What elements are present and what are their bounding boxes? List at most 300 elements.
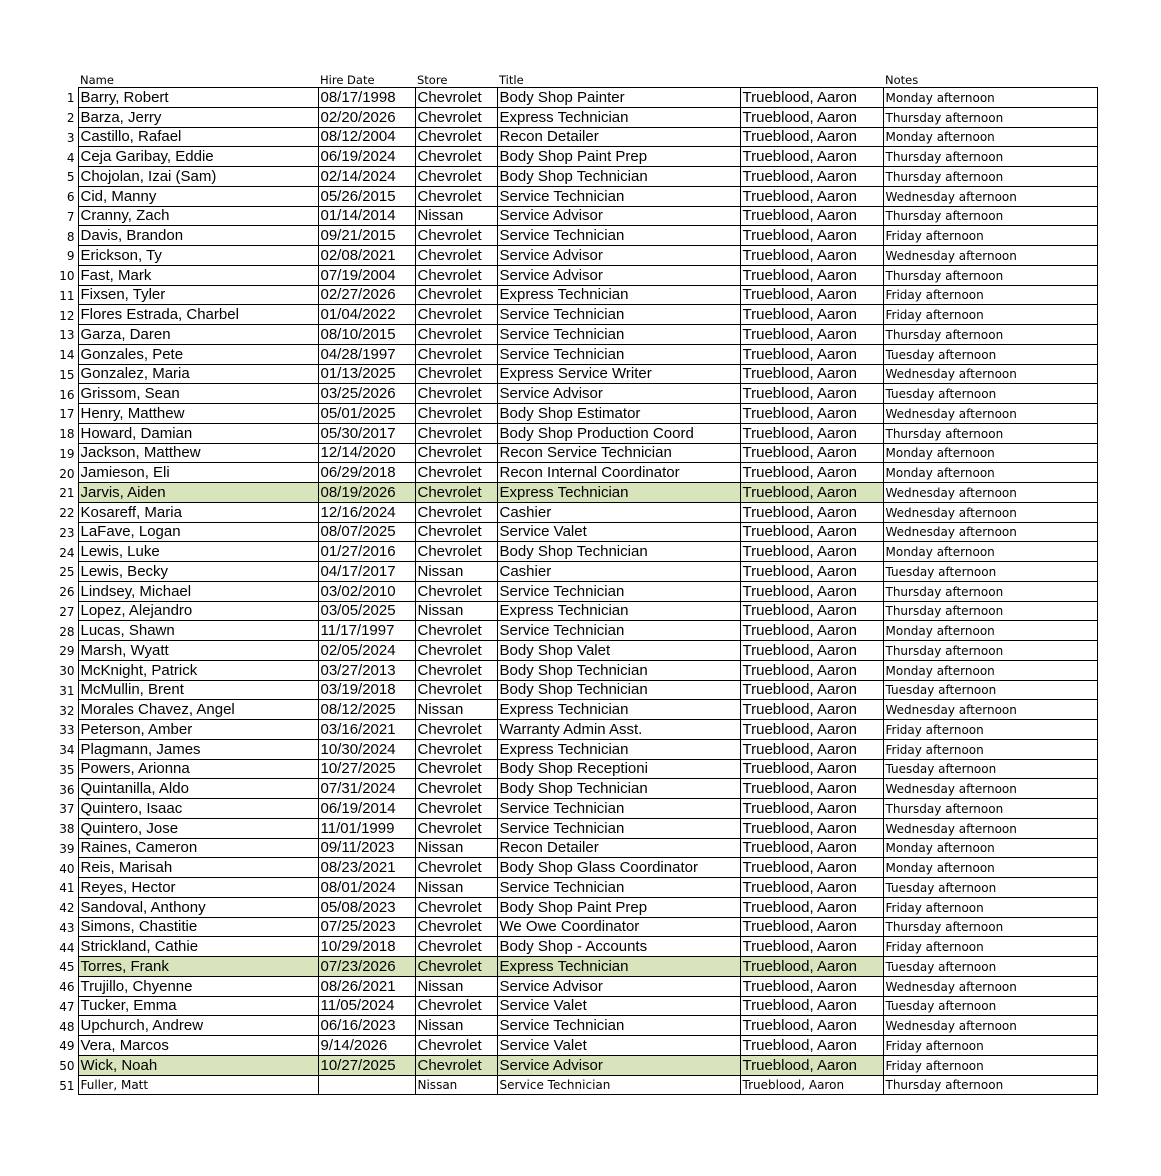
manager-cell[interactable]: Trueblood, Aaron	[740, 1016, 883, 1036]
name-cell[interactable]: Lopez, Alejandro	[78, 601, 318, 621]
hire-date-cell[interactable]: 09/21/2015	[318, 226, 415, 246]
manager-cell[interactable]: Trueblood, Aaron	[740, 226, 883, 246]
name-cell[interactable]: Plagmann, James	[78, 739, 318, 759]
hire-date-cell[interactable]: 03/19/2018	[318, 680, 415, 700]
notes-cell[interactable]: Thursday afternoon	[883, 601, 1097, 621]
title-cell[interactable]: Recon Detailer	[497, 838, 740, 858]
notes-cell[interactable]: Monday afternoon	[883, 621, 1097, 641]
notes-cell[interactable]: Wednesday afternoon	[883, 404, 1097, 424]
store-cell[interactable]: Chevrolet	[415, 542, 497, 562]
store-cell[interactable]: Chevrolet	[415, 246, 497, 266]
title-cell[interactable]: Service Advisor	[497, 265, 740, 285]
title-cell[interactable]: Express Technician	[497, 601, 740, 621]
title-cell[interactable]: Body Shop Technician	[497, 660, 740, 680]
manager-cell[interactable]: Trueblood, Aaron	[740, 344, 883, 364]
notes-cell[interactable]: Thursday afternoon	[883, 147, 1097, 167]
hire-date-cell[interactable]: 10/27/2025	[318, 1055, 415, 1075]
name-cell[interactable]: LaFave, Logan	[78, 522, 318, 542]
manager-cell[interactable]: Trueblood, Aaron	[740, 443, 883, 463]
name-cell[interactable]: Lucas, Shawn	[78, 621, 318, 641]
title-cell[interactable]: Service Technician	[497, 1075, 740, 1095]
manager-cell[interactable]: Trueblood, Aaron	[740, 601, 883, 621]
name-cell[interactable]: Gonzales, Pete	[78, 344, 318, 364]
title-cell[interactable]: Service Technician	[497, 226, 740, 246]
store-cell[interactable]: Chevrolet	[415, 660, 497, 680]
title-cell[interactable]: Warranty Admin Asst.	[497, 720, 740, 740]
name-cell[interactable]: Ceja Garibay, Eddie	[78, 147, 318, 167]
name-cell[interactable]: Reis, Marisah	[78, 858, 318, 878]
store-cell[interactable]: Nissan	[415, 700, 497, 720]
store-cell[interactable]: Chevrolet	[415, 285, 497, 305]
manager-cell[interactable]: Trueblood, Aaron	[740, 463, 883, 483]
name-cell[interactable]: Davis, Brandon	[78, 226, 318, 246]
hire-date-cell[interactable]: 03/16/2021	[318, 720, 415, 740]
store-cell[interactable]: Chevrolet	[415, 226, 497, 246]
hire-date-cell[interactable]: 06/29/2018	[318, 463, 415, 483]
hire-date-cell[interactable]: 05/08/2023	[318, 897, 415, 917]
hire-date-cell[interactable]: 07/19/2004	[318, 265, 415, 285]
notes-cell[interactable]: Friday afternoon	[883, 1036, 1097, 1056]
notes-cell[interactable]: Friday afternoon	[883, 285, 1097, 305]
name-cell[interactable]: Cranny, Zach	[78, 206, 318, 226]
hire-date-cell[interactable]: 02/20/2026	[318, 107, 415, 127]
title-cell[interactable]: Service Technician	[497, 325, 740, 345]
manager-cell[interactable]: Trueblood, Aaron	[740, 660, 883, 680]
hire-date-cell[interactable]: 08/12/2004	[318, 127, 415, 147]
store-cell[interactable]: Chevrolet	[415, 88, 497, 108]
name-cell[interactable]: Fixsen, Tyler	[78, 285, 318, 305]
hire-date-cell[interactable]: 02/14/2024	[318, 167, 415, 187]
title-cell[interactable]: Service Advisor	[497, 246, 740, 266]
notes-cell[interactable]: Monday afternoon	[883, 443, 1097, 463]
hire-date-cell[interactable]: 10/29/2018	[318, 937, 415, 957]
manager-cell[interactable]: Trueblood, Aaron	[740, 858, 883, 878]
name-cell[interactable]: Erickson, Ty	[78, 246, 318, 266]
title-cell[interactable]: Service Valet	[497, 996, 740, 1016]
name-cell[interactable]: Quintanilla, Aldo	[78, 779, 318, 799]
store-cell[interactable]: Nissan	[415, 838, 497, 858]
store-cell[interactable]: Nissan	[415, 206, 497, 226]
hire-date-cell[interactable]: 08/07/2025	[318, 522, 415, 542]
name-cell[interactable]: Raines, Cameron	[78, 838, 318, 858]
store-cell[interactable]: Chevrolet	[415, 680, 497, 700]
store-cell[interactable]: Chevrolet	[415, 937, 497, 957]
title-cell[interactable]: Service Technician	[497, 1016, 740, 1036]
hire-date-cell[interactable]: 05/01/2025	[318, 404, 415, 424]
manager-cell[interactable]: Trueblood, Aaron	[740, 502, 883, 522]
notes-cell[interactable]: Friday afternoon	[883, 226, 1097, 246]
manager-cell[interactable]: Trueblood, Aaron	[740, 265, 883, 285]
hire-date-cell[interactable]: 11/17/1997	[318, 621, 415, 641]
name-cell[interactable]: Quintero, Jose	[78, 818, 318, 838]
title-cell[interactable]: Service Technician	[497, 818, 740, 838]
manager-cell[interactable]: Trueblood, Aaron	[740, 917, 883, 937]
manager-cell[interactable]: Trueblood, Aaron	[740, 937, 883, 957]
title-cell[interactable]: Express Technician	[497, 700, 740, 720]
title-cell[interactable]: Body Shop Technician	[497, 167, 740, 187]
hire-date-cell[interactable]: 08/12/2025	[318, 700, 415, 720]
hire-date-cell[interactable]: 05/30/2017	[318, 423, 415, 443]
manager-cell[interactable]: Trueblood, Aaron	[740, 700, 883, 720]
manager-cell[interactable]: Trueblood, Aaron	[740, 720, 883, 740]
title-cell[interactable]: Body Shop Glass Coordinator	[497, 858, 740, 878]
title-cell[interactable]: Recon Service Technician	[497, 443, 740, 463]
hire-date-cell[interactable]: 08/10/2015	[318, 325, 415, 345]
title-cell[interactable]: Body Shop Painter	[497, 88, 740, 108]
store-cell[interactable]: Nissan	[415, 601, 497, 621]
manager-cell[interactable]: Trueblood, Aaron	[740, 581, 883, 601]
hire-date-cell[interactable]: 01/04/2022	[318, 305, 415, 325]
notes-cell[interactable]: Thursday afternoon	[883, 581, 1097, 601]
hire-date-cell[interactable]: 08/23/2021	[318, 858, 415, 878]
manager-cell[interactable]: Trueblood, Aaron	[740, 147, 883, 167]
notes-cell[interactable]: Wednesday afternoon	[883, 483, 1097, 503]
name-cell[interactable]: Gonzalez, Maria	[78, 364, 318, 384]
manager-cell[interactable]: Trueblood, Aaron	[740, 957, 883, 977]
name-cell[interactable]: Vera, Marcos	[78, 1036, 318, 1056]
notes-cell[interactable]: Monday afternoon	[883, 88, 1097, 108]
title-cell[interactable]: Body Shop Technician	[497, 779, 740, 799]
store-cell[interactable]: Chevrolet	[415, 621, 497, 641]
title-cell[interactable]: Body Shop Valet	[497, 641, 740, 661]
hire-date-cell[interactable]: 08/17/1998	[318, 88, 415, 108]
store-cell[interactable]: Chevrolet	[415, 522, 497, 542]
manager-cell[interactable]: Trueblood, Aaron	[740, 799, 883, 819]
name-cell[interactable]: Upchurch, Andrew	[78, 1016, 318, 1036]
name-cell[interactable]: Tucker, Emma	[78, 996, 318, 1016]
store-cell[interactable]: Chevrolet	[415, 858, 497, 878]
notes-cell[interactable]: Tuesday afternoon	[883, 384, 1097, 404]
title-cell[interactable]: Express Technician	[497, 739, 740, 759]
name-cell[interactable]: Reyes, Hector	[78, 878, 318, 898]
title-cell[interactable]: Body Shop Receptioni	[497, 759, 740, 779]
title-cell[interactable]: Body Shop Paint Prep	[497, 897, 740, 917]
hire-date-cell[interactable]: 03/02/2010	[318, 581, 415, 601]
hire-date-cell[interactable]: 04/17/2017	[318, 562, 415, 582]
manager-cell[interactable]: Trueblood, Aaron	[740, 186, 883, 206]
title-cell[interactable]: Service Valet	[497, 1036, 740, 1056]
notes-cell[interactable]: Thursday afternoon	[883, 423, 1097, 443]
title-cell[interactable]: Service Technician	[497, 186, 740, 206]
hire-date-cell[interactable]: 02/05/2024	[318, 641, 415, 661]
store-cell[interactable]: Chevrolet	[415, 641, 497, 661]
title-cell[interactable]: Body Shop Production Coord	[497, 423, 740, 443]
notes-cell[interactable]: Thursday afternoon	[883, 325, 1097, 345]
hire-date-cell[interactable]: 08/19/2026	[318, 483, 415, 503]
title-cell[interactable]: Cashier	[497, 562, 740, 582]
manager-cell[interactable]: Trueblood, Aaron	[740, 325, 883, 345]
notes-cell[interactable]: Tuesday afternoon	[883, 344, 1097, 364]
notes-cell[interactable]: Wednesday afternoon	[883, 522, 1097, 542]
notes-cell[interactable]: Thursday afternoon	[883, 107, 1097, 127]
manager-cell[interactable]: Trueblood, Aaron	[740, 779, 883, 799]
notes-cell[interactable]: Monday afternoon	[883, 127, 1097, 147]
notes-cell[interactable]: Monday afternoon	[883, 858, 1097, 878]
hire-date-cell[interactable]: 03/27/2013	[318, 660, 415, 680]
name-cell[interactable]: Kosareff, Maria	[78, 502, 318, 522]
notes-cell[interactable]: Wednesday afternoon	[883, 1016, 1097, 1036]
manager-cell[interactable]: Trueblood, Aaron	[740, 1075, 883, 1095]
hire-date-cell[interactable]: 07/31/2024	[318, 779, 415, 799]
notes-cell[interactable]: Wednesday afternoon	[883, 976, 1097, 996]
store-cell[interactable]: Chevrolet	[415, 404, 497, 424]
notes-cell[interactable]: Monday afternoon	[883, 463, 1097, 483]
notes-cell[interactable]: Wednesday afternoon	[883, 700, 1097, 720]
manager-cell[interactable]: Trueblood, Aaron	[740, 1036, 883, 1056]
notes-cell[interactable]: Thursday afternoon	[883, 917, 1097, 937]
hire-date-cell[interactable]: 07/25/2023	[318, 917, 415, 937]
notes-cell[interactable]: Tuesday afternoon	[883, 957, 1097, 977]
hire-date-cell[interactable]: 09/11/2023	[318, 838, 415, 858]
manager-cell[interactable]: Trueblood, Aaron	[740, 522, 883, 542]
name-cell[interactable]: Fast, Mark	[78, 265, 318, 285]
store-cell[interactable]: Chevrolet	[415, 957, 497, 977]
manager-cell[interactable]: Trueblood, Aaron	[740, 838, 883, 858]
store-cell[interactable]: Chevrolet	[415, 779, 497, 799]
store-cell[interactable]: Chevrolet	[415, 443, 497, 463]
title-cell[interactable]: Service Advisor	[497, 1055, 740, 1075]
notes-cell[interactable]: Thursday afternoon	[883, 1075, 1097, 1095]
hire-date-cell[interactable]: 11/01/1999	[318, 818, 415, 838]
notes-cell[interactable]: Friday afternoon	[883, 1055, 1097, 1075]
store-cell[interactable]: Chevrolet	[415, 364, 497, 384]
manager-cell[interactable]: Trueblood, Aaron	[740, 996, 883, 1016]
notes-cell[interactable]: Tuesday afternoon	[883, 996, 1097, 1016]
store-cell[interactable]: Chevrolet	[415, 581, 497, 601]
manager-cell[interactable]: Trueblood, Aaron	[740, 680, 883, 700]
store-cell[interactable]: Chevrolet	[415, 325, 497, 345]
notes-cell[interactable]: Wednesday afternoon	[883, 186, 1097, 206]
store-cell[interactable]: Chevrolet	[415, 483, 497, 503]
title-cell[interactable]: Body Shop Technician	[497, 542, 740, 562]
notes-cell[interactable]: Wednesday afternoon	[883, 818, 1097, 838]
name-cell[interactable]: Grissom, Sean	[78, 384, 318, 404]
manager-cell[interactable]: Trueblood, Aaron	[740, 285, 883, 305]
name-cell[interactable]: Barry, Robert	[78, 88, 318, 108]
notes-cell[interactable]: Friday afternoon	[883, 897, 1097, 917]
store-cell[interactable]: Chevrolet	[415, 463, 497, 483]
manager-cell[interactable]: Trueblood, Aaron	[740, 127, 883, 147]
notes-cell[interactable]: Wednesday afternoon	[883, 502, 1097, 522]
hire-date-cell[interactable]: 02/27/2026	[318, 285, 415, 305]
title-cell[interactable]: Body Shop Estimator	[497, 404, 740, 424]
title-cell[interactable]: Service Technician	[497, 344, 740, 364]
notes-cell[interactable]: Wednesday afternoon	[883, 364, 1097, 384]
name-cell[interactable]: Fuller, Matt	[78, 1075, 318, 1095]
store-cell[interactable]: Chevrolet	[415, 897, 497, 917]
title-cell[interactable]: Service Technician	[497, 799, 740, 819]
store-cell[interactable]: Chevrolet	[415, 344, 497, 364]
notes-cell[interactable]: Thursday afternoon	[883, 799, 1097, 819]
name-cell[interactable]: McKnight, Patrick	[78, 660, 318, 680]
title-cell[interactable]: Cashier	[497, 502, 740, 522]
name-cell[interactable]: Wick, Noah	[78, 1055, 318, 1075]
store-cell[interactable]: Nissan	[415, 878, 497, 898]
store-cell[interactable]: Chevrolet	[415, 147, 497, 167]
store-cell[interactable]: Chevrolet	[415, 107, 497, 127]
hire-date-cell[interactable]: 01/27/2016	[318, 542, 415, 562]
notes-cell[interactable]: Tuesday afternoon	[883, 759, 1097, 779]
store-cell[interactable]: Chevrolet	[415, 720, 497, 740]
store-cell[interactable]: Chevrolet	[415, 917, 497, 937]
hire-date-cell[interactable]: 10/30/2024	[318, 739, 415, 759]
hire-date-cell[interactable]: 10/27/2025	[318, 759, 415, 779]
store-cell[interactable]: Chevrolet	[415, 1036, 497, 1056]
hire-date-cell[interactable]: 02/08/2021	[318, 246, 415, 266]
manager-cell[interactable]: Trueblood, Aaron	[740, 878, 883, 898]
notes-cell[interactable]: Wednesday afternoon	[883, 246, 1097, 266]
notes-cell[interactable]: Friday afternoon	[883, 739, 1097, 759]
title-cell[interactable]: Service Valet	[497, 522, 740, 542]
manager-cell[interactable]: Trueblood, Aaron	[740, 976, 883, 996]
name-cell[interactable]: Howard, Damian	[78, 423, 318, 443]
notes-cell[interactable]: Thursday afternoon	[883, 167, 1097, 187]
name-cell[interactable]: Lewis, Luke	[78, 542, 318, 562]
hire-date-cell[interactable]: 01/14/2014	[318, 206, 415, 226]
hire-date-cell[interactable]: 03/05/2025	[318, 601, 415, 621]
notes-cell[interactable]: Tuesday afternoon	[883, 680, 1097, 700]
hire-date-cell[interactable]: 06/19/2024	[318, 147, 415, 167]
store-cell[interactable]: Nissan	[415, 976, 497, 996]
manager-cell[interactable]: Trueblood, Aaron	[740, 246, 883, 266]
name-cell[interactable]: Lewis, Becky	[78, 562, 318, 582]
store-cell[interactable]: Chevrolet	[415, 759, 497, 779]
manager-cell[interactable]: Trueblood, Aaron	[740, 364, 883, 384]
manager-cell[interactable]: Trueblood, Aaron	[740, 483, 883, 503]
notes-cell[interactable]: Monday afternoon	[883, 542, 1097, 562]
store-cell[interactable]: Chevrolet	[415, 996, 497, 1016]
hire-date-cell[interactable]: 11/05/2024	[318, 996, 415, 1016]
manager-cell[interactable]: Trueblood, Aaron	[740, 107, 883, 127]
store-cell[interactable]: Chevrolet	[415, 384, 497, 404]
manager-cell[interactable]: Trueblood, Aaron	[740, 384, 883, 404]
title-cell[interactable]: Express Technician	[497, 957, 740, 977]
manager-cell[interactable]: Trueblood, Aaron	[740, 897, 883, 917]
name-cell[interactable]: McMullin, Brent	[78, 680, 318, 700]
manager-cell[interactable]: Trueblood, Aaron	[740, 641, 883, 661]
name-cell[interactable]: Castillo, Rafael	[78, 127, 318, 147]
name-cell[interactable]: Barza, Jerry	[78, 107, 318, 127]
hire-date-cell[interactable]: 06/16/2023	[318, 1016, 415, 1036]
store-cell[interactable]: Chevrolet	[415, 265, 497, 285]
name-cell[interactable]: Trujillo, Chyenne	[78, 976, 318, 996]
title-cell[interactable]: Recon Internal Coordinator	[497, 463, 740, 483]
title-cell[interactable]: Body Shop Technician	[497, 680, 740, 700]
name-cell[interactable]: Jamieson, Eli	[78, 463, 318, 483]
manager-cell[interactable]: Trueblood, Aaron	[740, 562, 883, 582]
name-cell[interactable]: Peterson, Amber	[78, 720, 318, 740]
title-cell[interactable]: Body Shop - Accounts	[497, 937, 740, 957]
title-cell[interactable]: Recon Detailer	[497, 127, 740, 147]
hire-date-cell[interactable]: 04/28/1997	[318, 344, 415, 364]
name-cell[interactable]: Morales Chavez, Angel	[78, 700, 318, 720]
name-cell[interactable]: Henry, Matthew	[78, 404, 318, 424]
notes-cell[interactable]: Thursday afternoon	[883, 206, 1097, 226]
manager-cell[interactable]: Trueblood, Aaron	[740, 621, 883, 641]
manager-cell[interactable]: Trueblood, Aaron	[740, 1055, 883, 1075]
notes-cell[interactable]: Thursday afternoon	[883, 265, 1097, 285]
store-cell[interactable]: Nissan	[415, 562, 497, 582]
title-cell[interactable]: Service Technician	[497, 305, 740, 325]
notes-cell[interactable]: Monday afternoon	[883, 660, 1097, 680]
name-cell[interactable]: Garza, Daren	[78, 325, 318, 345]
title-cell[interactable]: Express Technician	[497, 107, 740, 127]
store-cell[interactable]: Nissan	[415, 1075, 497, 1095]
name-cell[interactable]: Jarvis, Aiden	[78, 483, 318, 503]
store-cell[interactable]: Chevrolet	[415, 127, 497, 147]
manager-cell[interactable]: Trueblood, Aaron	[740, 206, 883, 226]
store-cell[interactable]: Chevrolet	[415, 739, 497, 759]
name-cell[interactable]: Quintero, Isaac	[78, 799, 318, 819]
title-cell[interactable]: Service Technician	[497, 878, 740, 898]
title-cell[interactable]: Express Technician	[497, 483, 740, 503]
name-cell[interactable]: Marsh, Wyatt	[78, 641, 318, 661]
store-cell[interactable]: Chevrolet	[415, 167, 497, 187]
store-cell[interactable]: Chevrolet	[415, 1055, 497, 1075]
notes-cell[interactable]: Wednesday afternoon	[883, 779, 1097, 799]
manager-cell[interactable]: Trueblood, Aaron	[740, 542, 883, 562]
notes-cell[interactable]: Monday afternoon	[883, 838, 1097, 858]
name-cell[interactable]: Powers, Arionna	[78, 759, 318, 779]
hire-date-cell[interactable]: 06/19/2014	[318, 799, 415, 819]
store-cell[interactable]: Chevrolet	[415, 186, 497, 206]
name-cell[interactable]: Cid, Manny	[78, 186, 318, 206]
hire-date-cell[interactable]: 08/01/2024	[318, 878, 415, 898]
manager-cell[interactable]: Trueblood, Aaron	[740, 404, 883, 424]
hire-date-cell[interactable]: 08/26/2021	[318, 976, 415, 996]
store-cell[interactable]: Chevrolet	[415, 799, 497, 819]
title-cell[interactable]: Express Technician	[497, 285, 740, 305]
title-cell[interactable]: Service Technician	[497, 621, 740, 641]
hire-date-cell[interactable]	[318, 1075, 415, 1095]
hire-date-cell[interactable]: 07/23/2026	[318, 957, 415, 977]
store-cell[interactable]: Chevrolet	[415, 502, 497, 522]
manager-cell[interactable]: Trueblood, Aaron	[740, 759, 883, 779]
name-cell[interactable]: Strickland, Cathie	[78, 937, 318, 957]
name-cell[interactable]: Sandoval, Anthony	[78, 897, 318, 917]
store-cell[interactable]: Chevrolet	[415, 305, 497, 325]
hire-date-cell[interactable]: 03/25/2026	[318, 384, 415, 404]
title-cell[interactable]: We Owe Coordinator	[497, 917, 740, 937]
name-cell[interactable]: Chojolan, Izai (Sam)	[78, 167, 318, 187]
title-cell[interactable]: Service Technician	[497, 581, 740, 601]
notes-cell[interactable]: Tuesday afternoon	[883, 562, 1097, 582]
hire-date-cell[interactable]: 05/26/2015	[318, 186, 415, 206]
manager-cell[interactable]: Trueblood, Aaron	[740, 305, 883, 325]
notes-cell[interactable]: Tuesday afternoon	[883, 878, 1097, 898]
manager-cell[interactable]: Trueblood, Aaron	[740, 739, 883, 759]
notes-cell[interactable]: Friday afternoon	[883, 305, 1097, 325]
hire-date-cell[interactable]: 12/16/2024	[318, 502, 415, 522]
manager-cell[interactable]: Trueblood, Aaron	[740, 88, 883, 108]
name-cell[interactable]: Jackson, Matthew	[78, 443, 318, 463]
store-cell[interactable]: Nissan	[415, 1016, 497, 1036]
hire-date-cell[interactable]: 9/14/2026	[318, 1036, 415, 1056]
name-cell[interactable]: Torres, Frank	[78, 957, 318, 977]
manager-cell[interactable]: Trueblood, Aaron	[740, 818, 883, 838]
notes-cell[interactable]: Thursday afternoon	[883, 641, 1097, 661]
title-cell[interactable]: Service Advisor	[497, 384, 740, 404]
title-cell[interactable]: Service Advisor	[497, 206, 740, 226]
notes-cell[interactable]: Friday afternoon	[883, 937, 1097, 957]
store-cell[interactable]: Chevrolet	[415, 818, 497, 838]
hire-date-cell[interactable]: 01/13/2025	[318, 364, 415, 384]
notes-cell[interactable]: Friday afternoon	[883, 720, 1097, 740]
title-cell[interactable]: Express Service Writer	[497, 364, 740, 384]
name-cell[interactable]: Lindsey, Michael	[78, 581, 318, 601]
hire-date-cell[interactable]: 12/14/2020	[318, 443, 415, 463]
title-cell[interactable]: Body Shop Paint Prep	[497, 147, 740, 167]
